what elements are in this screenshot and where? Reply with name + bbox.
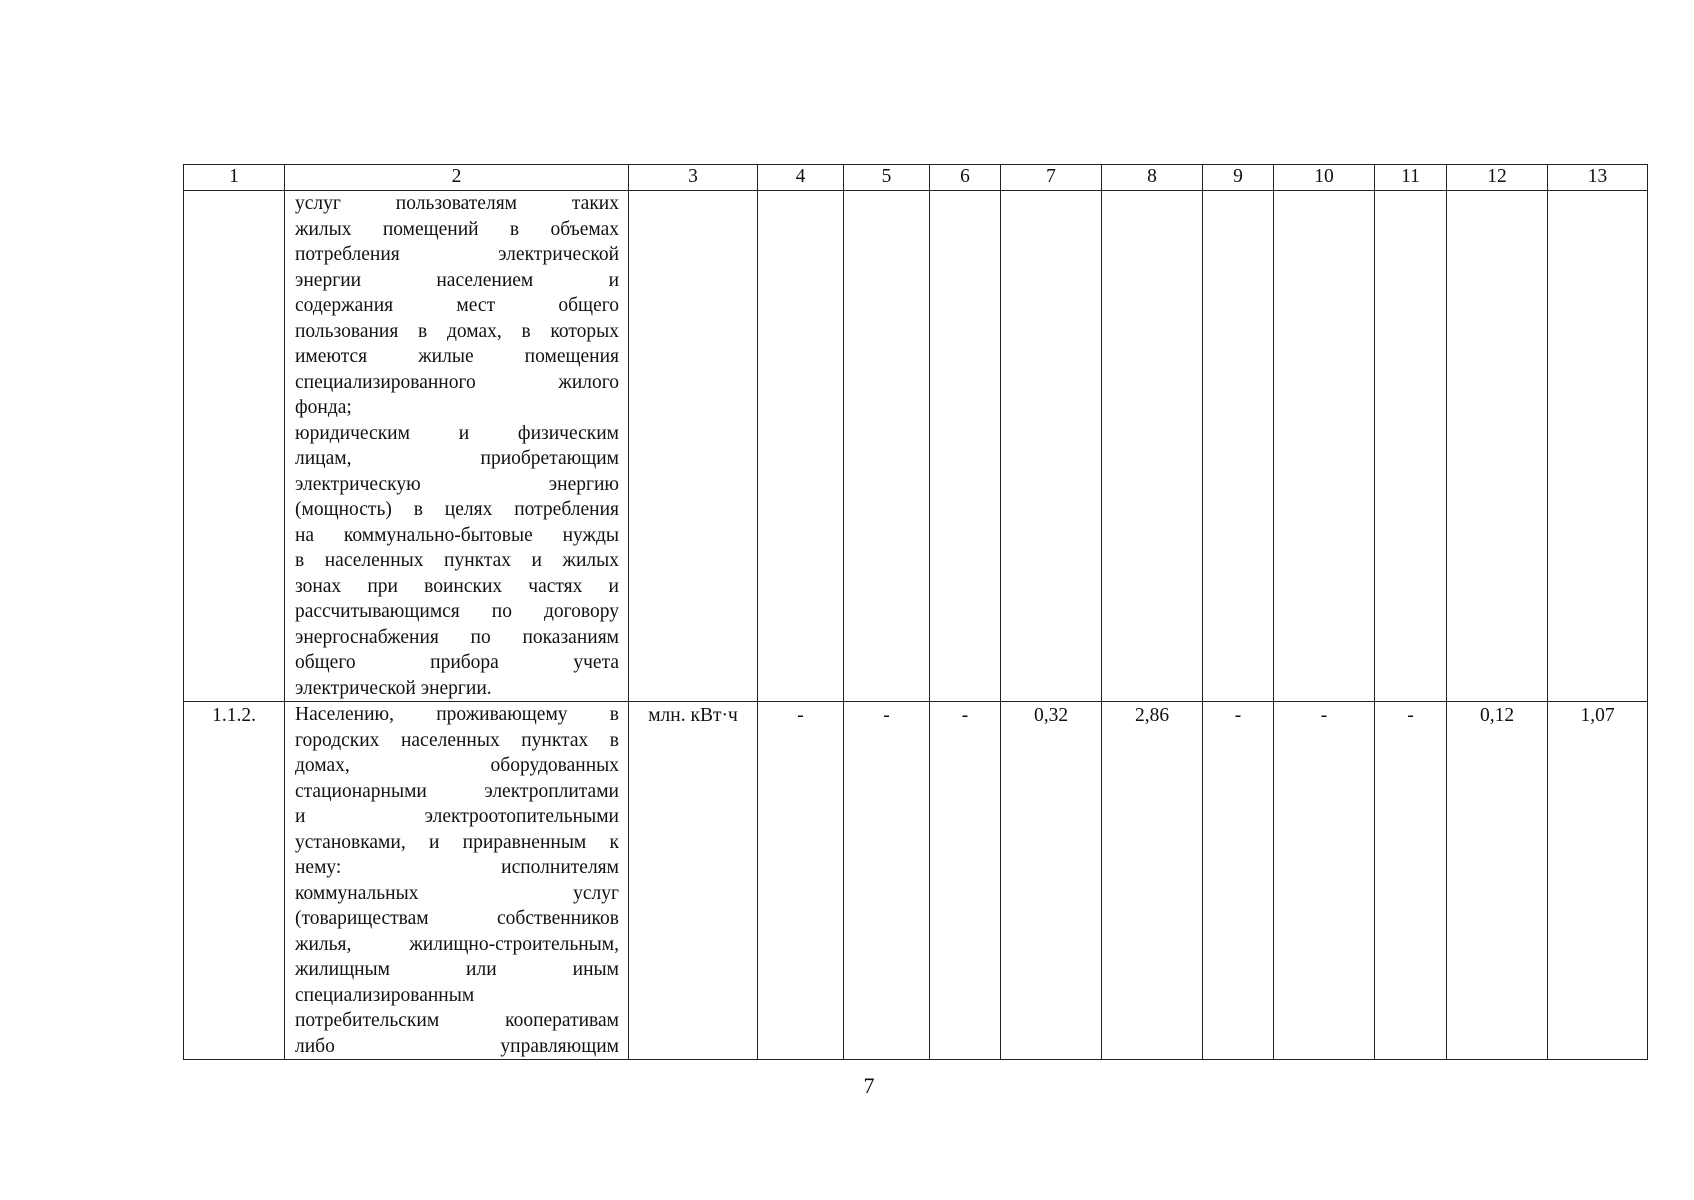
text-line: стационарными электроплитами — [295, 780, 619, 802]
header-cell: 4 — [758, 165, 844, 191]
value-cell — [1447, 191, 1548, 702]
text-line: электрической энергии. — [295, 677, 492, 699]
text-line: специализированного жилого — [295, 371, 619, 393]
header-cell: 10 — [1274, 165, 1375, 191]
value-cell — [844, 191, 930, 702]
row-description — [285, 702, 629, 1060]
data-table — [183, 164, 1648, 1060]
table-row — [184, 191, 1648, 702]
value-cell: 1,07 — [1548, 702, 1648, 1060]
text-line: специализированным — [295, 984, 475, 1006]
value-cell: - — [1274, 702, 1375, 1060]
text-line: городских населенных пунктах в — [295, 729, 619, 751]
row-description — [285, 191, 629, 702]
value-cell — [1203, 191, 1274, 702]
value-cell: - — [1375, 702, 1447, 1060]
value-cell: 2,86 — [1102, 702, 1203, 1060]
text-line: потребления электрической — [295, 244, 619, 265]
value-cell: - — [930, 702, 1001, 1060]
value-cell: - — [844, 702, 930, 1060]
value-cell — [758, 191, 844, 702]
unit-cell: млн. кВт·ч — [629, 702, 758, 1060]
text-line: пользования в домах, в которых — [295, 320, 619, 342]
table-row — [184, 702, 1648, 1060]
header-cell: 1 — [184, 165, 285, 191]
text-line: фонда; — [295, 397, 352, 418]
header-cell: 8 — [1102, 165, 1203, 191]
value-cell: 0,32 — [1001, 702, 1102, 1060]
text-line: услуг пользователям таких — [295, 193, 619, 214]
value-cell — [930, 191, 1001, 702]
header-cell: 12 — [1447, 165, 1548, 191]
header-cell: 9 — [1203, 165, 1274, 191]
header-cell: 7 — [1001, 165, 1102, 191]
text-line: лицам, приобретающим — [295, 448, 619, 469]
header-cell: 2 — [285, 165, 629, 191]
unit-cell — [629, 191, 758, 702]
table-header-row — [184, 165, 1648, 191]
value-cell: 0,12 — [1447, 702, 1548, 1060]
value-cell: - — [1203, 702, 1274, 1060]
text-line: юридическим и физическим — [295, 422, 619, 444]
text-line: жилых помещений в объемах — [295, 218, 619, 240]
text-line: имеются жилые помещения — [295, 346, 619, 367]
text-line: (мощность) в целях потребления — [295, 499, 619, 520]
text-line: на коммунально-бытовые нужды — [295, 524, 619, 546]
text-line: рассчитывающимся по договору — [295, 601, 619, 622]
value-cell — [1102, 191, 1203, 702]
value-cell: - — [758, 702, 844, 1060]
header-cell: 5 — [844, 165, 930, 191]
row-number-cell — [184, 191, 285, 702]
page-number: 7 — [863, 1073, 875, 1098]
text-line: нему: исполнителям — [295, 857, 619, 878]
text-line: установками, и приравненным к — [295, 831, 619, 853]
text-line: содержания мест общего — [295, 295, 619, 316]
text-line: либо управляющим — [295, 1035, 619, 1057]
text-line: в населенных пунктах и жилых — [295, 550, 619, 571]
row-number-cell: 1.1.2. — [184, 702, 285, 1060]
header-cell: 6 — [930, 165, 1001, 191]
text-line: коммунальных услуг — [295, 882, 619, 904]
text-line: жилья, жилищно-строительным, — [295, 933, 619, 955]
text-line: потребительским кооперативам — [295, 1010, 619, 1031]
text-line: и электроотопительными — [295, 806, 619, 827]
text-line: жилищным или иным — [295, 959, 619, 980]
header-cell: 13 — [1548, 165, 1648, 191]
text-line: общего прибора учета — [295, 652, 619, 673]
value-cell — [1274, 191, 1375, 702]
header-cell: 11 — [1375, 165, 1447, 191]
value-cell — [1001, 191, 1102, 702]
text-line: зонах при воинских частях и — [295, 575, 619, 597]
text-line: энергии населением и — [295, 269, 619, 291]
text-line: Населению, проживающему в — [295, 704, 619, 725]
text-line: электрическую энергию — [295, 473, 619, 495]
text-line: домах, оборудованных — [295, 755, 619, 776]
value-cell — [1548, 191, 1648, 702]
text-line: энергоснабжения по показаниям — [295, 626, 619, 648]
text-line: (товариществам собственников — [295, 908, 619, 929]
header-cell: 3 — [629, 165, 758, 191]
value-cell — [1375, 191, 1447, 702]
